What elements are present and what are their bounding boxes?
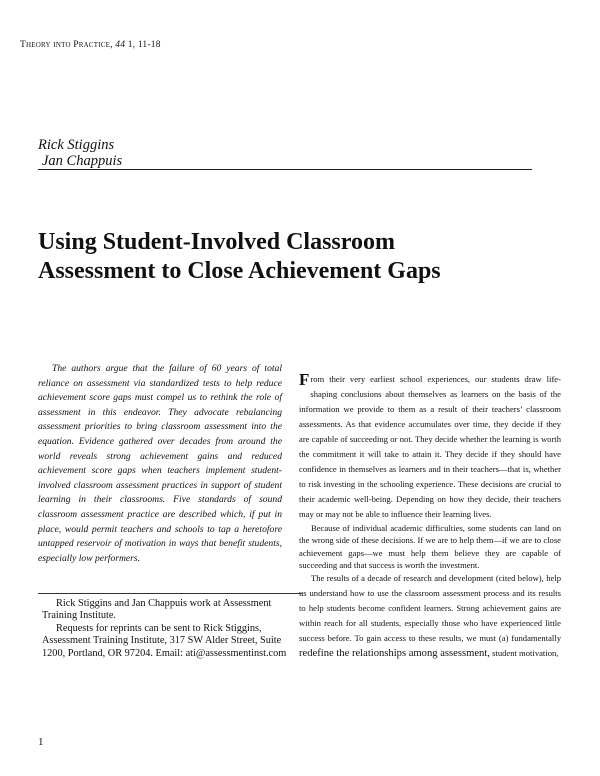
author-bio-box — [38, 593, 302, 660]
author-name: Rick Stiggins — [38, 137, 115, 153]
body-paragraph — [299, 372, 561, 522]
reprint-request: Requests for reprints can be sent to Rick Stiggins, Assessment Training Institute, 317 SW Alder Street, Suite 1200, Portland, OR 97204. Email: ati@assessmentinst.com — [42, 622, 287, 659]
body-paragraph-text: rom their very earliest school experiences, our students draw life-shaping conclusions about themselves as learners on the basis of the information we provide to them as a result of their teachers’ classroom assessments. As that evidence accumulates over time, they decide if they are capable of succeeding or not. They decide whether the learning is worth the commitment it will take to attain it. They decide if they should have confidence in themselves as learners and in their teachers—that is, whether to risk investing in the schooling experience. These decisions are crucial to their academic well-being. Depending on how they decide, their teachers may or may not be able to influence their learning lives. — [299, 374, 561, 519]
body-column — [299, 372, 561, 661]
body-paragraph: Because of individual academic difficulties, some students can land on the wrong side of these decisions. If we are to help them—if we are to close achievement gaps—we must help them believe they are capable of succeeding and that success is worth the investment. — [299, 523, 561, 570]
running-header — [20, 40, 161, 50]
journal-issue-pages: 1, 11-18 — [127, 40, 161, 50]
page-number: 1 — [38, 736, 44, 748]
abstract: The authors argue that the failure of 60 years of total reliance on assessment via standardized tests to help reduce achievement score gaps must compel us to rethink the role of assessment in this endeavor. They advocate rebalancing assessment priorities to bring classroom assessment into the equation. Evidence gathered over decades from around the world reveals strong achievement gains and reduced achievement score gaps when teachers implement student-involved classroom assessment practices in support of student learning in their classrooms. Five standards of sound classroom assessment practice are described which, if put in place, would permit teachers and schools to tap a heretofore untapped reservoir of motivation in ways that benefit students, especially low performers. — [38, 363, 282, 564]
body-paragraph-text: student motivation, — [489, 648, 559, 659]
author-name: Jan Chappuis — [38, 153, 532, 170]
body-paragraph-text: The results of a decade of research and development (cited below), help us understand how to use the classroom assessment process and its results to help students become confident learners. Strong achievement gains are within reach for all students, especially those who have experienced little success before. To gain access to these results, we must (a) fundamentally — [299, 573, 561, 644]
author-affiliation: Rick Stiggins and Jan Chappuis work at Assessment Training Institute. — [42, 598, 272, 622]
author-list — [38, 137, 532, 170]
article-title: Using Student-Involved Classroom Assessment to Close Achievement Gaps — [38, 229, 441, 284]
journal-volume: 44 — [115, 40, 126, 50]
body-paragraph-emphasis: redefine the relationships among assessment, — [299, 648, 490, 660]
journal-name: Theory into Practice, — [20, 40, 113, 50]
drop-cap: F — [299, 370, 310, 389]
body-paragraph — [299, 571, 561, 661]
